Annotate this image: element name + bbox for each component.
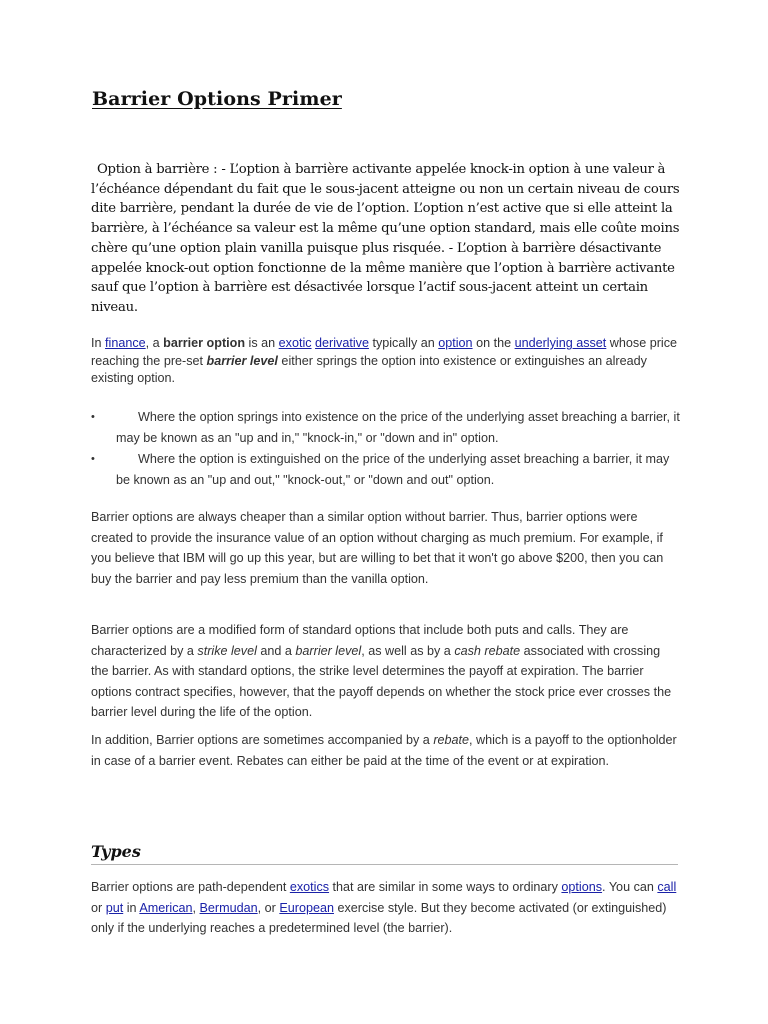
link-finance[interactable]: finance [105,336,146,350]
list-item-text: Where the option is extinguished on the price of the underlying asset breaching a barrier, it may be known as an "up and out," "knock-out," or "down and out" option. [116,452,670,487]
text-span: In [91,336,106,350]
link-put[interactable]: put [105,900,124,915]
text-span: , as well as by a [361,643,455,658]
bullet-marker: • [91,411,95,423]
link-call[interactable]: call [657,880,677,894]
link-exotics[interactable]: exotics [289,880,330,894]
text-span: Barrier options are a modified form of standard options that include both puts and calls. They are characterized by a [91,623,629,658]
french-paragraph: Option à barrière : - L’option à barrière activante appelée knock-in option à une valeur à l’échéance dépendant du fait que le sous-jacent atteigne ou non un certain niveau de cours dite barrière, pendant la durée de vie de l’option. L’option n’est active que si elle atteint la barrière, à l’échéance sa valeur est la même qu’une option standard, mais elle coûte moins chère qu’une option plain vanilla puisque plus risquée. - L’option à barrière désactivante appelée knock-out option fonctionne de la même manière que l’option à barrière activante sauf que l’option à barrière est désactivée lorsque l’actif sous-jacent atteint un certain niveau. [91,162,680,315]
italic-term-cash-rebate: cash rebate [454,643,521,658]
text-span: , a [145,336,164,350]
text-span: . You can [602,880,658,894]
text-span: or [91,900,106,915]
text-span: and a [256,643,296,658]
link-underlying-asset[interactable]: underlying asset [514,336,607,350]
text-span: Barrier options are path-dependent [91,880,290,894]
text-span: is an [245,336,279,350]
link-options[interactable]: options [561,880,603,894]
intro-paragraph [91,335,681,388]
link-option[interactable]: option [438,336,473,350]
italic-term-barrier-level: barrier level [295,643,362,658]
text-span: that are similar in some ways to ordinary [329,880,562,894]
italic-term-strike-level: strike level [197,643,257,658]
text-span: In addition, Barrier options are sometimes accompanied by a [91,733,434,747]
link-exotic[interactable]: exotic [278,336,312,350]
link-european[interactable]: European [279,900,334,915]
paragraph-modified-form [91,620,681,723]
bold-italic-term-barrier-level: barrier level [206,353,278,368]
text-span: , or [257,900,280,915]
text-span: either springs the option into existence or extinguishes an already existing option. [91,353,647,385]
text-span: exercise style. But they become activated (or extinguished) only if the underlying reaches a predetermined level (the barrier). [91,900,667,936]
italic-term-rebate: rebate [433,733,470,747]
link-bermudan[interactable]: Bermudan [199,900,258,915]
link-american[interactable]: American [139,900,193,915]
list-item [91,407,681,449]
text-span: in [123,900,140,915]
text-span: associated with crossing the barrier. As with standard options, the strike level determines the payoff at expiration. The barrier options contract specifies, however, that the payoff depends on whether the stock price ever crosses the barrier level during the life of the option. [91,643,672,720]
bullet-marker: • [91,453,95,465]
paragraph-types [91,877,681,939]
paragraph-cheaper: Barrier options are always cheaper than a similar option without barrier. Thus, barrier options were created to provide the insurance value of an option without charging as much premium. For example, if you believe that IBM will go up this year, but are willing to bet that it won't go above $200, then you can buy the barrier and pay less premium than the vanilla option. [91,510,664,586]
link-derivative[interactable]: derivative [315,336,369,350]
text-span: typically an [368,336,439,350]
bold-term-barrier-option: barrier option [163,336,246,350]
text-span: on the [472,336,515,350]
bullet-list [91,407,681,491]
text-span: whose price reaching the pre-set [91,336,678,368]
page-title: Barrier Options Primer [92,88,342,110]
text-span: , [192,900,200,915]
paragraph-rebate [91,730,681,771]
list-item [91,449,681,491]
list-item-text: Where the option springs into existence on the price of the underlying asset breaching a barrier, it may be known as an "up and in," "knock-in," or "down and in" option. [116,410,680,445]
text-span: , which is a payoff to the optionholder in case of a barrier event. Rebates can either be paid at the time of the event or at expiration. [91,733,677,768]
section-heading-types: Types [91,842,678,865]
